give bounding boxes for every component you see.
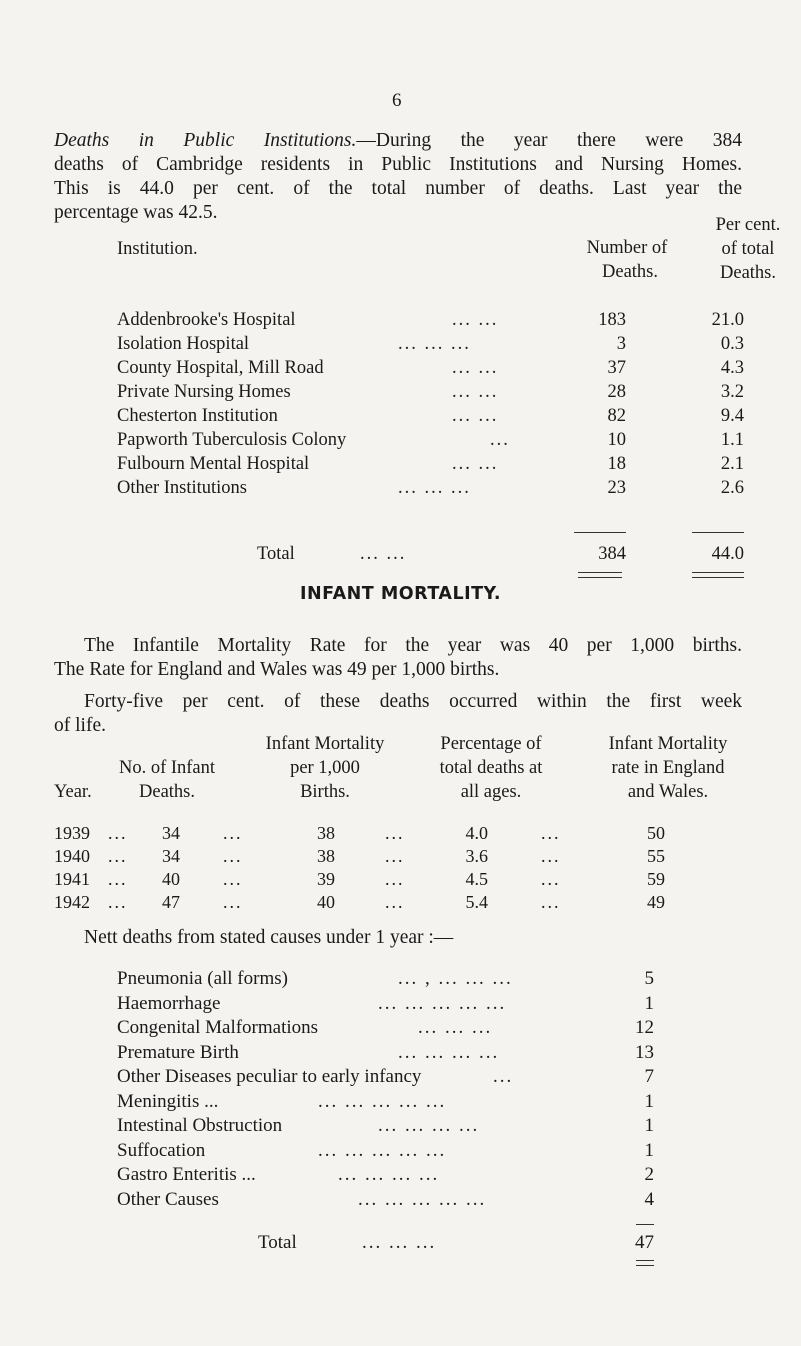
header-number-l2: Deaths. [602,262,658,282]
institution-name: Isolation Hospital [117,334,250,354]
intro-line3: This is 44.0 per cent. of the total number of deaths. Last year the [54,178,742,199]
institution-dots: ... ... [452,454,499,474]
infant-dots: ... [385,869,405,889]
cause-name: Haemorrhage [117,992,221,1014]
institution-dots: ... ... [452,382,499,402]
infant-para2 [54,690,742,738]
infant-dots: ... [541,869,561,889]
cause-dots: ... ... ... ... [378,1115,480,1136]
infant-rate: 40 [317,892,335,912]
institution-name: Papworth Tuberculosis Colony [117,430,347,450]
header-ew-l3: and Wales. [627,782,709,802]
subtotal-rule-percent [692,532,744,533]
total-double-rule-deaths [578,572,622,578]
institution-dots: ... [490,430,510,450]
infant-mortality-heading: INFANT MORTALITY. [300,584,501,604]
institution-percent: 2.1 [720,454,744,474]
cause-name: Meningitis ... [117,1090,219,1112]
infant-para1-line1: The Infantile Mortality Rate for the year was 40 per 1,000 births. [84,635,742,656]
institution-name: Private Nursing Homes [117,382,291,402]
header-rate-l1: Infant Mortality [265,734,385,754]
header-year: Year. [54,782,92,802]
institution-name: County Hospital, Mill Road [117,358,324,378]
institution-percent: 1.1 [720,430,744,450]
header-ew-l1: Infant Mortality [608,734,728,754]
intro-line1: —During the year there were 384 [356,130,743,151]
page-number: 6 [392,90,402,111]
intro-line2: deaths of Cambridge residents in Public Institutions and Nursing Homes. [54,154,742,175]
causes-intro: Nett deaths from stated causes under 1 year :— [84,927,454,948]
institution-name: Other Institutions [117,478,248,498]
cause-name: Premature Birth [117,1041,239,1063]
infant-para2-line1: Forty-five per cent. of these deaths occurred within the first week [84,691,742,712]
institution-deaths: 183 [598,310,626,330]
infant-ew: 59 [647,869,665,889]
infant-dots: ... [541,892,561,912]
institution-percent: 21.0 [711,310,744,330]
cause-dots: ... ... ... ... [398,1041,500,1063]
cause-dots: ... [493,1066,514,1087]
cause-dots: ... ... ... [418,1017,493,1038]
cause-count: 1 [644,1115,654,1136]
cause-count: 12 [635,1017,654,1038]
cause-count: 1 [644,1090,654,1112]
cause-name: Pneumonia (all forms) [117,968,288,989]
subtotal-rule-deaths [574,532,626,533]
infant-rate: 38 [317,823,335,843]
institution-percent: 3.2 [720,382,744,402]
infant-dots: ... [385,846,405,866]
causes-total-count: 47 [635,1232,654,1253]
infant-para2-line2: of life. [54,715,106,736]
causes-subtotal-rule [636,1224,654,1225]
cause-name: Congenital Malformations [117,1017,319,1038]
cause-name: Suffocation [117,1139,206,1161]
cause-name: Other Causes [117,1188,219,1210]
infant-deaths: 34 [162,846,180,866]
infant-dots: ... [108,869,128,889]
infant-year: 1940 [54,846,90,866]
infant-rate: 38 [317,846,335,866]
header-rate-l3: Births. [300,782,350,802]
institution-name: Fulbourn Mental Hospital [117,454,310,474]
infant-dots: ... [385,892,405,912]
institution-dots: ... ... ... [398,478,471,498]
header-percent-l3: Deaths. [720,263,776,283]
institution-deaths: 10 [607,430,626,450]
infant-year: 1942 [54,892,90,912]
institution-deaths: 28 [607,382,626,402]
infant-year: 1941 [54,869,90,889]
institution-percent: 0.3 [720,334,744,354]
infant-deaths: 40 [162,869,180,889]
cause-dots: ... ... ... ... ... [358,1188,487,1210]
institution-percent: 9.4 [720,406,744,426]
institution-deaths: 37 [607,358,626,378]
header-number-l1: Number of [586,238,668,258]
infant-deaths: 34 [162,823,180,843]
cause-count: 7 [644,1066,654,1087]
cause-dots: ... , ... ... ... [398,968,513,989]
intro-title: Deaths in Public Institutions. [54,130,357,151]
institution-percent: 2.6 [720,478,744,498]
cause-count: 4 [644,1188,654,1210]
institution-dots: ... ... [452,406,499,426]
infant-dots: ... [108,892,128,912]
cause-count: 1 [644,1139,654,1161]
header-pct-l3: all ages. [460,782,522,802]
infant-pct: 4.5 [465,869,488,889]
cause-dots: ... ... ... ... ... [378,992,507,1014]
cause-count: 2 [644,1164,654,1185]
causes-total-label: Total [258,1232,297,1253]
institution-name: Chesterton Institution [117,406,278,426]
total-dots: ... ... [360,544,407,564]
infant-dots: ... [108,823,128,843]
infant-dots: ... [223,892,243,912]
infant-ew: 50 [647,823,665,843]
cause-dots: ... ... ... ... [338,1164,440,1185]
cause-name: Gastro Enteritis ... [117,1164,256,1185]
institution-deaths: 18 [607,454,626,474]
header-rate-l2: per 1,000 [290,758,360,778]
header-pct-l2: total deaths at [439,758,543,778]
cause-name: Intestinal Obstruction [117,1115,283,1136]
cause-count: 13 [635,1041,654,1063]
cause-name: Other Diseases peculiar to early infancy [117,1066,422,1087]
infant-dots: ... [541,823,561,843]
infant-rate: 39 [317,869,335,889]
cause-dots: ... ... ... ... ... [318,1139,447,1161]
infant-ew: 55 [647,846,665,866]
cause-count: 1 [644,992,654,1014]
infant-year: 1939 [54,823,90,843]
total-double-rule-percent [692,572,744,578]
institution-percent: 4.3 [720,358,744,378]
infant-dots: ... [223,869,243,889]
infant-pct: 3.6 [465,846,488,866]
header-ew-l2: rate in England [611,758,725,778]
total-percent: 44.0 [711,544,744,564]
total-label: Total [257,544,295,564]
infant-pct: 5.4 [465,892,488,912]
intro-line4: percentage was 42.5. [54,202,218,223]
infant-para1-line2: The Rate for England and Wales was 49 per 1,000 births. [54,659,500,680]
header-percent-l2: of total [721,239,775,259]
institution-deaths: 82 [607,406,626,426]
header-pct-l1: Percentage of [440,734,542,754]
causes-total-dots: ... ... ... [362,1232,437,1253]
causes-total-double-rule [636,1260,654,1266]
infant-dots: ... [223,846,243,866]
cause-count: 5 [644,968,654,989]
infant-deaths: 47 [162,892,180,912]
institution-name: Addenbrooke's Hospital [117,310,296,330]
cause-dots: ... ... ... ... ... [318,1090,447,1112]
institution-deaths: 23 [607,478,626,498]
header-deaths-l1: No. of Infant [118,758,216,778]
infant-ew: 49 [647,892,665,912]
infant-dots: ... [223,823,243,843]
infant-dots: ... [385,823,405,843]
institution-dots: ... ... [452,358,499,378]
infant-dots: ... [541,846,561,866]
header-deaths-l2: Deaths. [139,782,195,802]
intro-paragraph [54,129,742,225]
header-institution: Institution. [117,239,198,259]
infant-para1 [54,634,742,682]
institution-dots: ... ... [452,310,499,330]
infant-pct: 4.0 [465,823,488,843]
infant-dots: ... [108,846,128,866]
total-deaths: 384 [598,544,626,564]
institution-deaths: 3 [616,334,626,354]
header-percent-l1: Per cent. [715,215,781,235]
institution-dots: ... ... ... [398,334,471,354]
